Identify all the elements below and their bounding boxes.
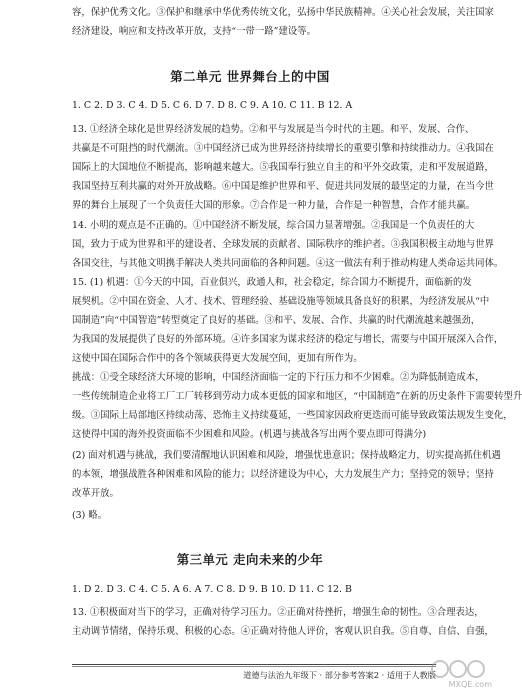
footer-rule	[72, 664, 436, 665]
watermark-text: MXQE.com	[448, 680, 492, 689]
paragraph-line: 挑战：①受全球经济大环境的影响，中国经济面临一定的下行压力和不少困难。②为降低制造成本，	[72, 372, 485, 383]
paragraph-line: 15. (1) 机遇：①今天的中国，百业俱兴，政通人和，社会稳定，综合国力不断提升，面临新的发	[72, 277, 472, 288]
paragraph-line: 国制造”向“中国智造”转型奠定了良好的基础。③和平、发展、合作、共赢的时代潮流越来越强劲，	[72, 315, 481, 326]
unit3-title: 第三单元 走向未来的少年	[176, 552, 324, 567]
page-footer: 道德与法治九年级下 · 部分参考答案2 · 适用于人教版	[243, 670, 436, 680]
unit2-choice-answers: 1. C 2. D 3. C 4. D 5. C 6. D 7. D 8. C 9. A 10. C 11. B 12. A	[72, 100, 353, 111]
paragraph-line: 一些传统制造企业将工厂工厂转移到劳动力成本更低的国家和地区，“中国制造”在新的历史条件下需要转型升	[72, 391, 522, 402]
paragraph-line: 13. ①经济全球化是世界经济发展的趋势。②和平与发展是当今时代的主题。和平、发展、合作、	[72, 124, 475, 135]
paragraph-line: 的本领，增强战胜各种困难和风险的能力；以经济建设为中心，大力发展生产力；坚持党的领导；坚持	[72, 469, 494, 480]
paragraph-line: 容，保护优秀文化。③保护和继承中华优秀传统文化，弘扬中华民族精神。④关心社会发展，关注国家	[72, 7, 494, 18]
footer-rule	[72, 666, 436, 667]
paragraph-line: 国际上的大国地位不断提高，影响越来越大。⑤我国奉行独立自主的和平外交政策，走和平发展道路，	[72, 162, 494, 173]
paragraph-line: 改革开放。	[72, 488, 119, 499]
paragraph-line: 这使中国在国际合作中的各个领域获得更大发展空间，更加有所作为。	[72, 353, 363, 364]
paragraph-line: (2) 面对机遇与挑战，我们要清醒地认识困难和风险，增强忧患意识；保持战略定力，切实提高抓住机遇	[72, 450, 501, 461]
paragraph-line: 我国坚持互利共赢的对外开放战略。⑥中国是维护世界和平、促进共同发展的最坚定的力量，在当今世	[72, 181, 494, 192]
watermark-logo	[428, 657, 494, 691]
paragraph-line: 各国交往，与其他文明携手解决人类共同面临的各种问题。④这一做法有利于推动构建人类命运共同体。	[72, 258, 504, 269]
paragraph-line: 14. 小明的观点是不正确的。①中国经济不断发展，综合国力显著增强。②我国是一个负责任的大	[72, 220, 475, 231]
paragraph-line: 主动调节情绪，保持乐观、积极的心态。④正确对待他人评价，客观认识自我。⑤自尊、自信、自强，	[72, 626, 494, 637]
paragraph-line: 国，致力于成为世界和平的建设者、全球发展的贡献者、国际秩序的维护者。③我国积极主动地与世界	[72, 239, 494, 250]
paragraph-line: 为我国的发展提供了良好的外部环境。④许多国家为谋求经济的稳定与增长，需要与中国开展深入合作，	[72, 334, 504, 345]
paragraph-line: 展契机。②中国在资金、人才、技术、管理经验、基础设施等领域具备良好的积累，为经济发展从“中	[72, 296, 490, 307]
paragraph-line: 经济建设，响应和支持改革开放，支持“一带一路”建设等。	[72, 26, 316, 37]
paragraph-line: 共赢是不可阻挡的时代潮流。③中国经济已成为世界经济持续增长的重要引擎和持续推动力。④我国在	[72, 143, 494, 154]
unit2-title: 第二单元 世界舞台上的中国	[170, 69, 330, 84]
paragraph-line: 级。③国际上局部地区持续动荡、恐怖主义持续蔓延，一些国家因政府更迭而可能导致政策法规发生变化，	[72, 410, 513, 421]
paragraph-line: (3) 略。	[72, 510, 108, 521]
paragraph-line: 13. ①积极面对当下的学习，正确对待学习压力。②正确对待挫折，增强生命的韧性。③合理表达，	[72, 607, 484, 618]
paragraph-line: 这使得中国的海外投资面临不少困难和风险。(机遇与挑战各写出两个要点即可得满分)	[72, 429, 427, 440]
paragraph-line: 界的舞台上展现了一个负责任大国的形象。⑦合作是一种力量，合作是一种智慧，合作才能共赢。	[72, 200, 476, 211]
unit3-choice-answers: 1. D 2. D 3. C 4. C 5. A 6. A 7. C 8. D 9. B 10. D 11. C 12. B	[72, 584, 352, 595]
